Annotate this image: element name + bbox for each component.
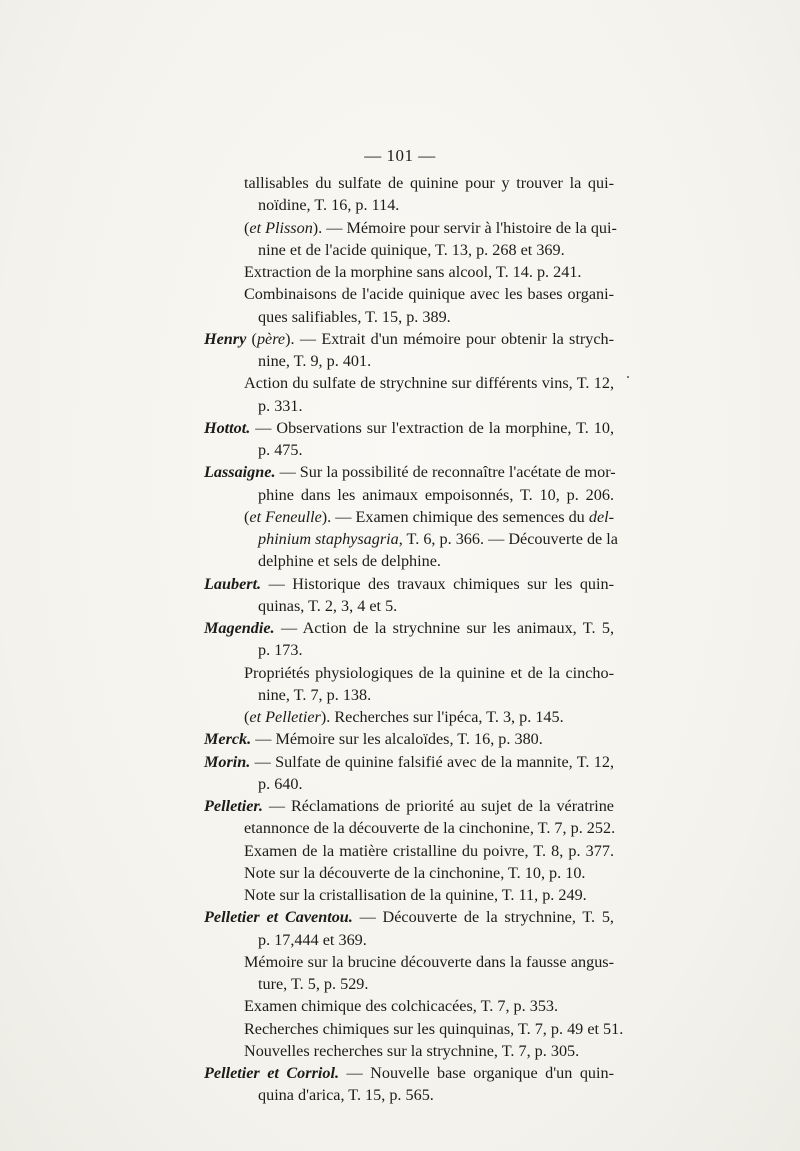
text-line	[244, 372, 614, 394]
text-segment: ques salifiables, T. 15, p. 389.	[258, 307, 451, 326]
line-content	[244, 997, 558, 1015]
text-segment: ). — Examen chimique des semences du	[321, 507, 589, 526]
line-content	[258, 775, 303, 793]
line-content	[204, 573, 614, 595]
text-line	[244, 217, 617, 239]
text-line	[244, 506, 614, 528]
text-line	[244, 995, 558, 1017]
author-name: Magendie.	[204, 619, 275, 637]
text-line	[258, 395, 303, 417]
text-line	[244, 283, 614, 305]
text-line	[258, 595, 397, 617]
author-name: Pelletier.	[204, 797, 263, 815]
text-segment: (	[244, 218, 250, 237]
author-name: Pelletier et Caventou.	[204, 908, 353, 927]
text-line	[244, 884, 587, 906]
line-content	[244, 708, 564, 726]
text-line	[204, 573, 614, 595]
text-line	[204, 617, 614, 639]
text-line	[258, 550, 441, 572]
text-line	[258, 1084, 434, 1106]
text-line	[204, 795, 614, 817]
text-line	[244, 1040, 579, 1062]
italic-text: del-	[588, 507, 615, 526]
line-content	[244, 372, 614, 394]
text-segment: p. 17,444 et 369.	[258, 930, 367, 949]
line-content	[258, 397, 303, 415]
text-segment: p. 173.	[258, 641, 303, 660]
line-content	[258, 484, 614, 506]
line-content	[244, 506, 614, 528]
italic-text: et Pelletier	[249, 708, 321, 726]
text-segment: (	[244, 708, 250, 726]
text-segment: (	[246, 329, 257, 348]
line-content	[244, 951, 614, 973]
text-line	[244, 951, 614, 973]
line-content	[244, 817, 614, 839]
text-line	[244, 840, 614, 862]
text-segment: Action du sulfate de strychnine sur différents vins, T. 12,	[244, 374, 614, 393]
text-line	[258, 773, 303, 795]
line-content	[204, 906, 614, 928]
line-content	[204, 795, 614, 817]
text-segment: delphine et sels de delphine.	[258, 552, 441, 571]
text-segment: Extraction de la morphine sans alcool, T. 14. p. 241.	[244, 263, 582, 281]
text-line	[258, 973, 368, 995]
text-line	[204, 328, 614, 350]
text-line	[204, 1062, 614, 1084]
author-name: Laubert.	[204, 574, 262, 593]
text-line	[204, 728, 543, 750]
line-content	[244, 886, 587, 904]
text-line	[258, 639, 303, 661]
line-content	[258, 528, 618, 550]
author-name: Hottot.	[204, 418, 251, 437]
text-segment: — Historique des travaux chimiques sur les quin-	[261, 574, 614, 593]
text-line	[258, 929, 367, 951]
text-segment: quinas, T. 2, 3, 4 et 5.	[258, 596, 398, 615]
line-content	[258, 975, 368, 993]
line-content	[258, 196, 399, 214]
text-segment: , T. 6, p. 366. — Découverte de la	[398, 530, 618, 548]
text-line	[244, 261, 581, 283]
text-segment: Nouvelles recherches sur la strychnine, T. 7, p. 305.	[244, 1041, 580, 1060]
line-content	[244, 840, 614, 862]
text-line	[204, 417, 614, 439]
text-segment: — Sulfate de quinine falsifié avec de la mannite, T. 12,	[250, 752, 614, 771]
text-segment: ). Recherches sur l'ipéca, T. 3, p. 145.	[320, 708, 564, 726]
text-segment: ). — Mémoire pour servir à l'histoire de la qui-	[312, 218, 617, 237]
line-content	[258, 241, 565, 259]
text-segment: (	[244, 507, 250, 526]
text-segment: tallisables du sulfate de quinine pour y trouver la qui-	[244, 174, 614, 192]
line-content	[258, 686, 371, 704]
line-content	[258, 931, 367, 949]
text-line	[244, 662, 614, 684]
text-segment: phine dans les animaux empoisonnés, T. 10, p. 206.	[258, 485, 614, 504]
text-segment: noïdine, T. 16, p. 114.	[258, 196, 400, 215]
text-segment: Propriétés physiologiques de la quinine et de la cincho-	[244, 663, 614, 682]
text-segment: ). — Extrait d'un mémoire pour obtenir la strych-	[285, 329, 615, 348]
text-line	[204, 461, 614, 483]
text-segment: nine et de l'acide quinique, T. 13, p. 268 et 369.	[258, 240, 565, 259]
italic-text: et Feneulle	[249, 507, 322, 526]
page-number: — 101 —	[364, 146, 436, 165]
text-line	[244, 862, 585, 884]
text-segment: — Nouvelle base organique d'un quin-	[339, 1064, 614, 1082]
text-line	[258, 194, 399, 216]
line-content	[204, 730, 543, 748]
text-segment: etannonce de la découverte de la cinchonine, T. 7, p. 252.	[244, 819, 616, 838]
text-segment: — Sur la possibilité de reconnaître l'acétate de mor-	[275, 463, 616, 482]
italic-text: phinium staphysagria	[258, 530, 399, 548]
author-name: Merck.	[204, 730, 252, 749]
author-name: Pelletier et Corriol.	[204, 1064, 340, 1082]
author-name: Morin.	[204, 752, 251, 771]
text-line	[258, 350, 371, 372]
line-content	[204, 751, 614, 773]
line-content	[204, 617, 614, 639]
line-content	[244, 662, 614, 684]
line-content	[204, 1062, 614, 1084]
text-line	[258, 484, 614, 506]
text-segment: nine, T. 7, p. 138.	[258, 685, 372, 704]
line-content	[244, 1018, 624, 1040]
text-line	[204, 906, 614, 928]
text-line	[244, 817, 614, 839]
text-segment: Examen chimique des colchicacées, T. 7, p. 353.	[244, 997, 559, 1016]
line-content	[204, 461, 614, 483]
text-segment: Examen de la matière cristalline du poivre, T. 8, p. 377.	[244, 841, 614, 860]
italic-text: père	[256, 329, 286, 348]
text-segment: Recherches chimiques sur les quinquinas, T. 7, p. 49 et 51.	[244, 1019, 624, 1038]
text-segment: — Action de la strychnine sur les animaux, T. 5,	[274, 619, 614, 637]
author-name: Henry	[204, 329, 247, 348]
line-content	[244, 263, 581, 281]
text-segment: Mémoire sur la brucine découverte dans la fausse angus-	[244, 952, 614, 971]
text-segment: — Réclamations de priorité au sujet de la vératrine	[262, 797, 614, 815]
text-segment: p. 640.	[258, 774, 303, 793]
line-content	[244, 172, 614, 194]
text-segment: nine, T. 9, p. 401.	[258, 352, 372, 370]
text-line	[244, 706, 564, 728]
text-segment: — Mémoire sur les alcaloïdes, T. 16, p. 380.	[251, 730, 543, 749]
line-content	[244, 1042, 579, 1060]
text-line	[258, 306, 451, 328]
text-line	[244, 172, 614, 194]
line-content	[204, 417, 614, 439]
line-content	[244, 864, 585, 882]
line-content	[244, 217, 617, 239]
text-segment: ture, T. 5, p. 529.	[258, 975, 369, 993]
line-content	[258, 1086, 434, 1104]
print-speck	[627, 376, 629, 378]
text-line	[258, 239, 565, 261]
text-segment: p. 331.	[258, 396, 303, 415]
text-segment: Note sur la cristallisation de la quinine, T. 11, p. 249.	[244, 886, 587, 904]
author-name: Lassaigne.	[204, 463, 276, 482]
text-segment: Combinaisons de l'acide quinique avec les bases organi-	[244, 285, 614, 304]
line-content	[258, 641, 303, 659]
text-line	[244, 1018, 624, 1040]
line-content	[258, 352, 371, 370]
text-line	[204, 751, 614, 773]
line-content	[244, 283, 614, 305]
line-content	[258, 308, 451, 326]
line-content	[258, 441, 303, 459]
text-line	[258, 528, 618, 550]
text-segment: — Découverte de la strychnine, T. 5,	[352, 908, 614, 927]
line-content	[204, 328, 614, 350]
text-line	[258, 684, 371, 706]
text-segment: — Observations sur l'extraction de la morphine, T. 10,	[250, 418, 614, 437]
italic-text: et Plisson	[249, 218, 313, 237]
text-segment: Note sur la découverte de la cinchonine, T. 10, p. 10.	[244, 863, 586, 882]
text-segment: quina d'arica, T. 15, p. 565.	[258, 1086, 434, 1105]
line-content	[258, 597, 397, 615]
line-content	[258, 552, 441, 570]
text-segment: p. 475.	[258, 441, 303, 459]
text-line	[258, 439, 303, 461]
